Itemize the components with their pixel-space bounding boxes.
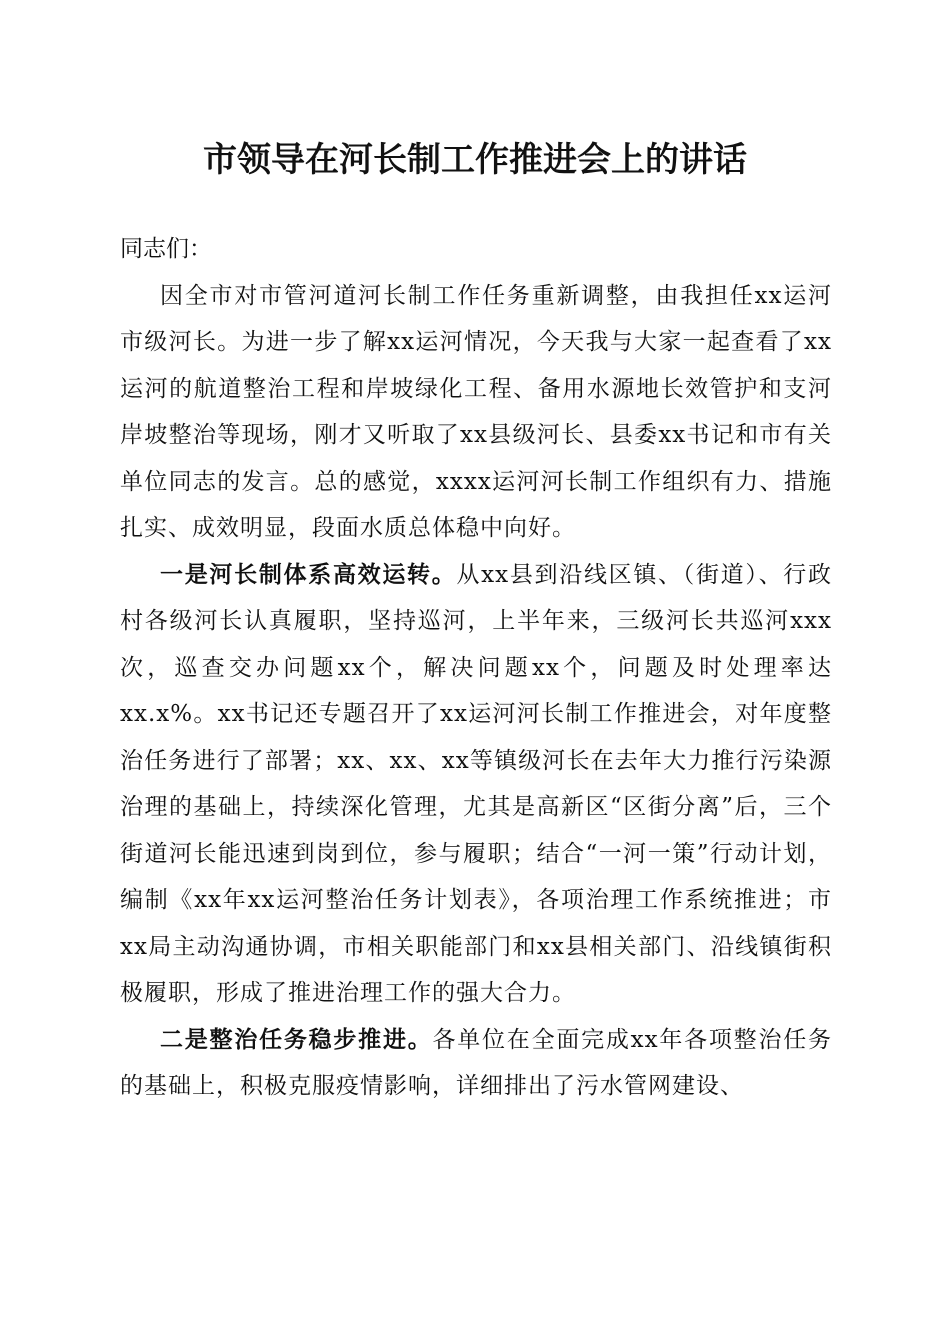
paragraph-lead-heading: 一是河长制体系高效运转。 bbox=[160, 560, 457, 588]
paragraph-text: 从xx县到沿线区镇、（街道）、行政村各级河长认真履职，坚持巡河，上半年来，三级河长共巡河xxx次，巡查交办问题xx个，解决问题xx个，问题及时处理率达xx.x%。xx书记还专题召开了xx运河河长制工作推进会，对年度整治任务进行了部署；xx、xx、xx等镇级河长在去年大力推行污染源治理的基础上，持续深化管理，尤其是高新区“区街分离”后，三个街道河长能迅速到岗到位，参与履职；结合“一河一策”行动计划，编制《xx年xx运河整治任务计划表》，各项治理工作系统推进；市xx局主动沟通协调，市相关职能部门和xx县相关部门、沿线镇街积极履职，形成了推进治理工作的强大合力。 bbox=[120, 561, 832, 1006]
salutation: 同志们： bbox=[120, 236, 212, 262]
document-body bbox=[120, 226, 832, 1110]
paragraph-point-one bbox=[120, 552, 832, 1017]
paragraph-point-two bbox=[120, 1017, 832, 1110]
paragraph-text: 各单位在全面完成xx年各项整治任务的基础上，积极克服疫情影响，详细排出了污水管网建设、 bbox=[120, 1026, 832, 1099]
paragraph-text: 因全市对市管河道河长制工作任务重新调整，由我担任xx运河市级河长。为进一步了解xx运河情况，今天我与大家一起查看了xx运河的航道整治工程和岸坡绿化工程、备用水源地长效管护和支河岸坡整治等现场，刚才又听取了xx县级河长、县委xx书记和市有关单位同志的发言。总的感觉，xxxx运河河长制工作组织有力、措施扎实、成效明显，段面水质总体稳中向好。 bbox=[120, 282, 832, 541]
document-title: 市领导在河长制工作推进会上的讲话 bbox=[203, 140, 747, 180]
paragraph-intro bbox=[120, 273, 832, 552]
paragraph-lead-heading: 二是整治任务稳步推进。 bbox=[160, 1025, 433, 1053]
